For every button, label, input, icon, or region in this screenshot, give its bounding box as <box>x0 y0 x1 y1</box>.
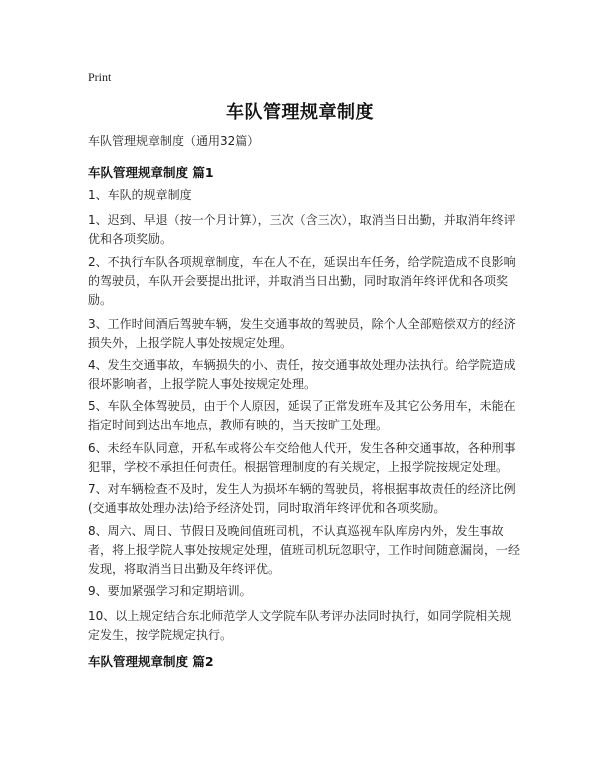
section-heading: 车队管理规章制度 篇2 <box>88 654 214 669</box>
paragraph: 7、对车辆检查不及时，发生人为损坏车辆的驾驶员，将根据事故责任的经济比例(交通事故处理办法)给予经济处罚，同时取消年终评优和各项奖励。 <box>88 482 516 515</box>
paragraph: 4、发生交通事故，车辆损失的小、责任，按交通事故处理办法执行。给学院造成很坏影响者，上报学院人事处按规定处理。 <box>88 358 516 391</box>
section-heading: 车队管理规章制度 篇1 <box>88 165 214 180</box>
paragraph: 8、周六、周日、节假日及晚间值班司机，不认真巡视车队库房内外，发生事故者，将上报学院人事处按规定处理，值班司机玩忽职守，工作时间随意漏岗，一经发现，将取消当日出勤及年终评优。 <box>88 524 521 576</box>
doc-subtitle: 车队管理规章制度（通用32篇） <box>88 134 260 148</box>
print-link[interactable]: Print <box>88 70 112 84</box>
paragraph: 2、不执行车队各项规章制度，车在人不在，延误出车任务，给学院造成不良影响的驾驶员，车队开会要提出批评，并取消当日出勤，同时取消年终评优和各项奖励。 <box>88 255 516 307</box>
paragraph: 1、迟到、早退（按一个月计算），三次（含三次），取消当日出勤，并取消年终评优和各项奖励。 <box>88 213 516 246</box>
page-title: 车队管理规章制度 <box>226 102 374 123</box>
paragraph: 9、要加紧强学习和定期培训。 <box>88 584 252 598</box>
paragraph: 1、车队的规章制度 <box>88 188 192 202</box>
paragraph: 10、以上规定结合东北师范学人文学院车队考评办法同时执行，如同学院相关规定发生，按学院规定执行。 <box>88 609 512 642</box>
paragraph: 3、工作时间酒后驾驶车辆，发生交通事故的驾驶员，除个人全部赔偿双方的经济损失外，上报学院人事处按规定处理。 <box>88 317 516 350</box>
paragraph: 6、未经车队同意，开私车或将公车交给他人代开，发生各种交通事故，各种刑事犯罪，学校不承担任何责任。根据管理制度的有关规定，上报学院按规定处理。 <box>88 441 516 474</box>
paragraph: 5、车队全体驾驶员，由于个人原因，延误了正常发班车及其它公务用车，未能在指定时间到达出车地点，教师有映的，当天按旷工处理。 <box>88 399 516 432</box>
